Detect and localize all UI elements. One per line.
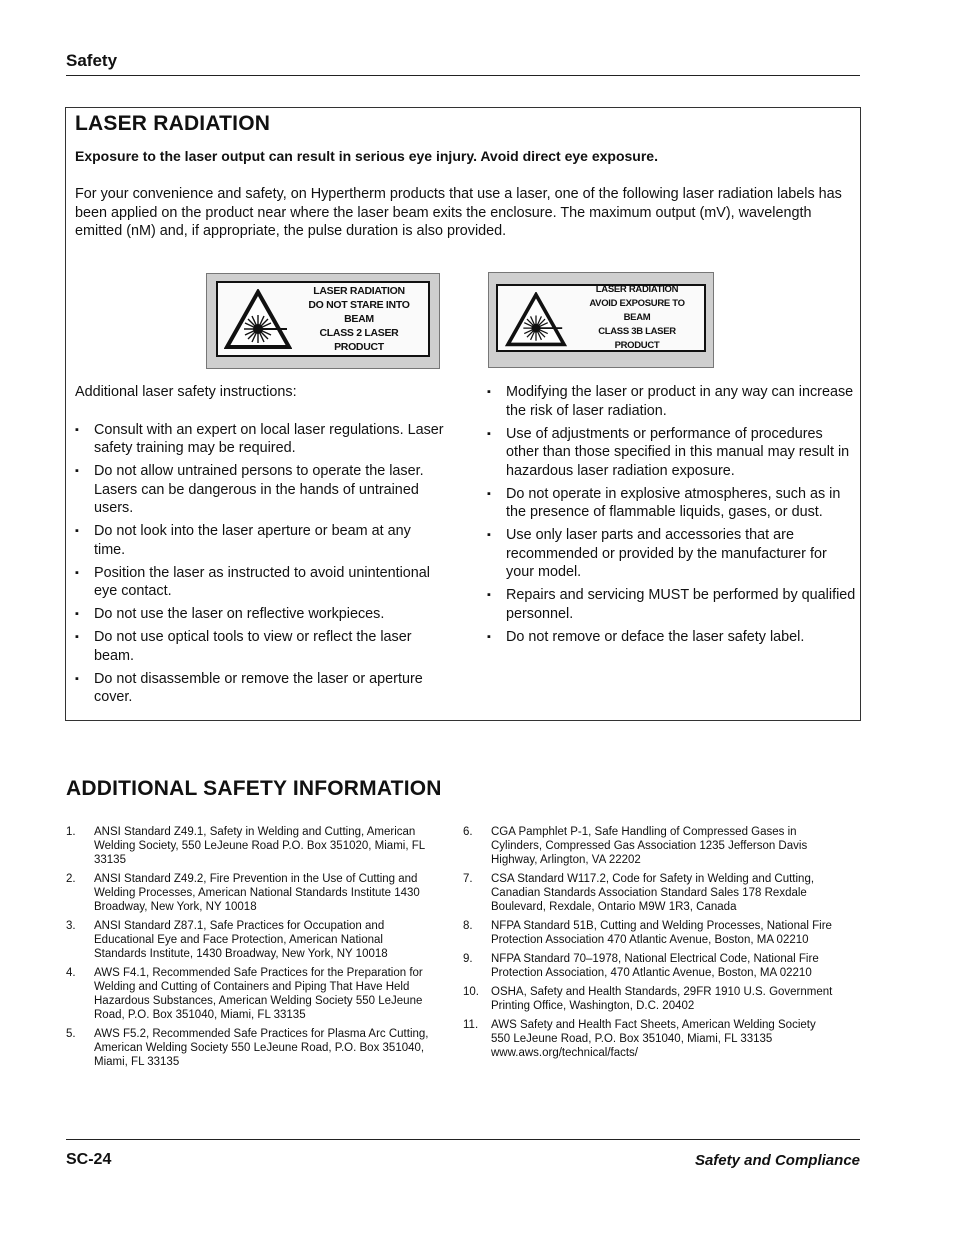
bullet-marker: ▪ — [75, 423, 79, 436]
footer-rule — [66, 1139, 860, 1140]
bullet-text: Position the laser as instructed to avoid unintentional eye contact. — [94, 564, 430, 599]
reference-number: 3. — [66, 920, 76, 932]
page-number: SC-24 — [66, 1151, 112, 1168]
bullet-marker: ▪ — [487, 589, 491, 601]
bullet-item — [487, 526, 857, 582]
reference-item — [463, 919, 833, 947]
additional-instructions-intro: Additional laser safety instructions: — [75, 384, 297, 400]
reference-item — [66, 825, 430, 867]
reference-number: 2. — [66, 873, 76, 885]
laser-warning-triangle-icon — [504, 292, 568, 348]
reference-text: CGA Pamphlet P-1, Safe Handling of Compressed Gases in Cylinders, Compressed Gas Association 1235 Jefferson Davis Highway, Arlington, VA 22202 — [491, 826, 808, 866]
laser-instructions-left-column — [75, 383, 445, 711]
reference-item — [463, 985, 833, 1013]
label-class3b-line2: AVOID EXPOSURE TO BEAM — [589, 298, 685, 323]
bullet-text: Repairs and servicing MUST be performed by qualified personnel. — [506, 587, 856, 622]
footer-section-title: Safety and Compliance — [694, 1152, 860, 1169]
bullet-item — [487, 485, 857, 522]
additional-safety-title: ADDITIONAL SAFETY INFORMATION — [66, 777, 442, 800]
reference-text: NFPA Standard 70–1978, National Electrical Code, National Fire Protection Association, 470 Atlantic Avenue, Boston, MA 02210 — [491, 953, 819, 979]
bullet-item — [75, 628, 445, 665]
label-frame — [496, 284, 706, 352]
bullet-item — [75, 670, 445, 707]
reference-text: NFPA Standard 51B, Cutting and Welding Processes, National Fire Protection Association 470 Atlantic Avenue, Boston, MA 02210 — [491, 920, 832, 946]
bullet-text: Do not disassemble or remove the laser or aperture cover. — [94, 670, 423, 705]
bullet-text: Use of adjustments or performance of procedures other than those specified in this manual may result in hazardous laser radiation exposure. — [506, 425, 850, 479]
bullet-text: Do not allow untrained persons to operate the laser. Lasers can be dangerous in the hands of untrained users. — [94, 463, 424, 516]
label-class3b-line3: CLASS 3B LASER PRODUCT — [598, 326, 676, 351]
bullet-item — [75, 605, 445, 624]
label-class2-line3: CLASS 2 LASER PRODUCT — [319, 327, 399, 353]
bullet-item — [487, 586, 857, 623]
bullet-marker: ▪ — [75, 672, 79, 685]
bullet-marker: ▪ — [75, 631, 79, 643]
label-class3b-line1: LASER RADIATION — [595, 284, 679, 295]
bullet-item — [487, 628, 857, 647]
reference-text: OSHA, Safety and Health Standards, 29FR 1910 U.S. Government Printing Office, Washington, D.C. 20402 — [491, 986, 833, 1012]
reference-text: ANSI Standard Z49.1, Safety in Welding and Cutting, American Welding Society, 550 LeJeune Road P.O. Box 351020, Miami, FL 33135 — [94, 826, 425, 866]
bullet-item — [75, 421, 445, 458]
bullet-marker: ▪ — [487, 386, 491, 398]
reference-number: 5. — [66, 1028, 76, 1040]
reference-list-left — [66, 825, 430, 1069]
page-header-title: Safety — [66, 51, 118, 70]
bullet-item — [487, 383, 857, 420]
bullet-marker: ▪ — [75, 608, 79, 620]
bullet-marker: ▪ — [75, 465, 79, 477]
bullet-item — [487, 425, 857, 481]
laser-warning-triangle-icon — [224, 289, 292, 351]
header-rule — [66, 75, 860, 76]
label-class2-line2: DO NOT STARE INTO BEAM — [308, 299, 410, 325]
bullet-marker: ▪ — [487, 630, 491, 643]
reference-item — [463, 872, 833, 914]
reference-number: 8. — [463, 920, 473, 932]
reference-text: CSA Standard W117.2, Code for Safety in Welding and Cutting, Canadian Standards Association Standard Sales 178 Rexdale Boulevard, Rexdale, Ontario M9W 1R3, Canada — [491, 873, 815, 913]
reference-number: 7. — [463, 873, 473, 885]
laser-section-title: LASER RADIATION — [75, 112, 271, 135]
bullet-text: Do not use the laser on reflective workpieces. — [94, 606, 385, 622]
bullet-item — [75, 564, 445, 601]
reference-item — [66, 872, 430, 914]
bullet-text: Do not operate in explosive atmospheres, such as in the presence of flammable liquids, gases, or dust. — [506, 485, 841, 520]
laser-bullet-list-left — [75, 421, 445, 707]
reference-list-right — [463, 825, 833, 1060]
laser-intro-text: For your convenience and safety, on Hypertherm products that use a laser, one of the following laser radiation labels has been applied on the product near where the laser beam exits the enclosure. The maximum output (mV), wavelength emitted (nM) and, if appropriate, the pulse duration is also provided. — [75, 186, 842, 239]
laser-label-class2-image — [206, 273, 440, 369]
bullet-text: Do not use optical tools to view or reflect the laser beam. — [94, 629, 412, 664]
laser-instructions-right-column — [487, 383, 857, 651]
bullet-text: Use only laser parts and accessories that are recommended or provided by the manufacturer for your model. — [506, 527, 827, 580]
bullet-text: Consult with an expert on local laser regulations. Laser safety training may be required. — [94, 421, 444, 456]
bullet-item — [75, 522, 445, 559]
reference-item — [463, 952, 833, 980]
reference-number: 9. — [463, 953, 473, 965]
reference-item — [66, 1027, 430, 1069]
reference-item — [463, 1018, 833, 1060]
reference-number: 1. — [66, 826, 76, 838]
reference-text: AWS F5.2, Recommended Safe Practices for Plasma Arc Cutting, American Welding Society 550 LeJeune Road, P.O. Box 351040, Miami, FL 33135 — [94, 1028, 429, 1068]
bullet-marker: ▪ — [75, 525, 79, 537]
reference-text: ANSI Standard Z87.1, Safe Practices for Occupation and Educational Eye and Face Protection, American National Standards Institute, 1430 Broadway, New York, NY 10018 — [94, 920, 388, 960]
laser-warning-text: Exposure to the laser output can result in serious eye injury. Avoid direct eye exposure. — [75, 148, 658, 164]
bullet-text: Do not remove or deface the laser safety label. — [506, 628, 805, 645]
bullet-marker: ▪ — [75, 566, 79, 579]
bullet-text: Do not look into the laser aperture or beam at any time. — [94, 523, 411, 558]
reference-text: ANSI Standard Z49.2, Fire Prevention in the Use of Cutting and Welding Processes, American National Standards Institute 1430 Broadway, New York, NY 10018 — [94, 873, 420, 913]
reference-number: 10. — [463, 986, 479, 998]
label-frame — [216, 281, 430, 357]
bullet-marker: ▪ — [487, 487, 491, 500]
label-class2-line1: LASER RADIATION — [313, 285, 405, 297]
laser-radiation-box — [65, 107, 861, 721]
reference-item — [66, 966, 430, 1022]
references-right-column — [463, 825, 833, 1065]
reference-item — [463, 825, 833, 867]
reference-number: 4. — [66, 967, 76, 979]
bullet-marker: ▪ — [487, 529, 491, 541]
bullet-item — [75, 462, 445, 518]
reference-text: AWS Safety and Health Fact Sheets, American Welding Society 550 LeJeune Road, P.O. Box 351040, Miami, FL 33135 www.aws.org/technical/facts/ — [491, 1019, 816, 1059]
bullet-marker: ▪ — [487, 427, 491, 440]
reference-number: 6. — [463, 826, 473, 838]
reference-item — [66, 919, 430, 961]
laser-bullet-list-right — [487, 383, 857, 646]
bullet-text: Modifying the laser or product in any way can increase the risk of laser radiation. — [506, 384, 854, 419]
references-left-column — [66, 825, 430, 1074]
label-class2-text — [296, 283, 422, 355]
reference-number: 11. — [463, 1019, 479, 1031]
label-class3b-text — [576, 286, 698, 350]
reference-text: AWS F4.1, Recommended Safe Practices for the Preparation for Welding and Cutting of Containers and Piping That Have Held Hazardous Substances, American Welding Society 550 LeJeune Road, P.O. Box 351040, Miami, FL 33135 — [94, 967, 423, 1021]
laser-label-class3b-image — [488, 272, 714, 368]
